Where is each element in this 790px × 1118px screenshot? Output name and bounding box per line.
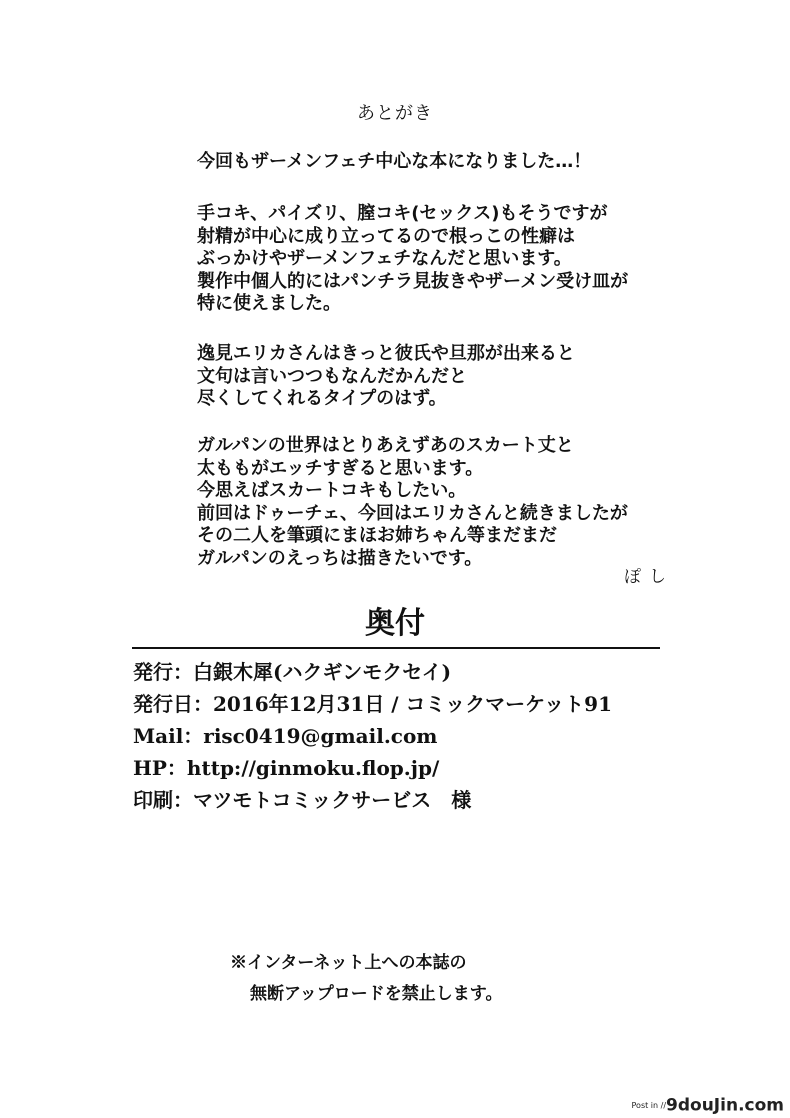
colophon-list xyxy=(133,656,612,816)
publisher-row: 発行：白銀木犀(ハクギンモクセイ) xyxy=(133,660,452,684)
author-signature: ぽし xyxy=(624,567,674,587)
afterword-line: 前回はドゥーチェ、今回はエリカさんと続きましたが xyxy=(197,502,628,524)
site-watermark xyxy=(632,1095,784,1116)
watermark-prefix: Post in // xyxy=(631,1100,667,1110)
afterword-line: 文句は言いつつもなんだかんだと xyxy=(197,365,467,387)
notice-line-1: ※インターネット上への本誌の xyxy=(230,953,467,973)
afterword-line: ぶっかけやザーメンフェチなんだと思います。 xyxy=(197,248,572,270)
upload-notice xyxy=(230,948,502,1010)
notice-line-2: 無断アップロードを禁止します。 xyxy=(250,984,503,1004)
afterword-line: 逸見エリカさんはきっと彼氏や旦那が出来ると xyxy=(197,343,575,364)
afterword-line: 製作中個人的にはパンチラ見抜きやザーメン受け皿が xyxy=(197,270,629,292)
colophon-title: 奥付 xyxy=(365,606,425,641)
watermark-site: 9douJin.com xyxy=(666,1095,784,1115)
afterword-line: 特に使えました。 xyxy=(197,293,341,315)
afterword-line: 今思えばスカートコキもしたい。 xyxy=(197,480,467,502)
afterword-line: 射精が中心に成り立ってるので根っこの性癖は xyxy=(197,225,575,247)
afterword-line: ガルパンのえっちは描きたいです。 xyxy=(197,547,483,569)
afterword-line: 今回もザーメンフェチ中心な本になりました…！ xyxy=(197,151,592,172)
homepage-row: HP：http://ginmoku.flop.jp/ xyxy=(133,756,440,780)
afterword-paragraph-2 xyxy=(197,203,628,316)
publish-date-row: 発行日：2016年12月31日 / コミックマーケット91 xyxy=(133,692,612,716)
afterword-line: その二人を筆頭にまほお姉ちゃん等まだまだ xyxy=(197,525,557,547)
afterword-paragraph-1 xyxy=(197,151,591,174)
printer-row: 印刷：マツモトコミックサービス 様 xyxy=(133,788,472,812)
afterword-title: あとがき xyxy=(357,103,433,124)
afterword-paragraph-4 xyxy=(197,435,628,571)
afterword-paragraph-3 xyxy=(197,343,575,411)
afterword-line: 尽くしてくれるタイプのはず。 xyxy=(197,388,447,410)
colophon-divider xyxy=(132,647,660,649)
mail-row: Mail：risc0419@gmail.com xyxy=(133,724,438,748)
afterword-line: ガルパンの世界はとりあえずあのスカート丈と xyxy=(197,435,574,456)
afterword-line: 手コキ、パイズリ、膣コキ(セックス)もそうですが xyxy=(197,203,608,224)
afterword-line: 太ももがエッチすぎると思います。 xyxy=(197,457,484,479)
